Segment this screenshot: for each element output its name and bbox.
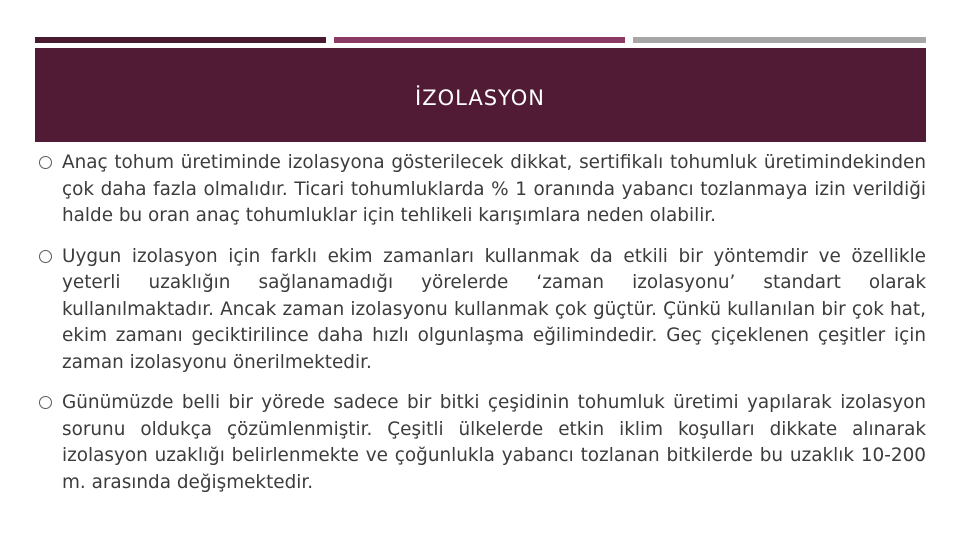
bullet-text: Anaç tohum üretiminde izolasyona gösterilecek dikkat, sertifikalı tohumluk üretimindekinden çok daha fazla olmalıdır. Ticari tohumluklarda % 1 oranında yabancı tozlanmaya izin verildiği halde bu oran anaç tohumluklar için tehlikeli karışımlara neden olabilir.: [62, 152, 926, 226]
accent-bar-dark: [35, 37, 326, 43]
accent-bar-mid: [334, 37, 625, 43]
bullet-item: [35, 244, 926, 377]
bullet-text: Günümüzde belli bir yörede sadece bir bitki çeşidinin tohumluk üretimi yapılarak izolasyon sorunu oldukça çözümlenmiştir. Çeşitli ülkelerde etkin iklim koşulları dikkate alınarak izolasyon uzaklığı belirlenmekte ve çoğunlukla yabancı tozlanan bitkilerde bu uzaklık 10-200 m. arasında değişmektedir.: [62, 392, 926, 493]
circle-bullet-icon: [39, 396, 52, 409]
slide-title: İZOLASYON: [415, 86, 545, 110]
accent-bar-gray: [633, 37, 926, 43]
bullet-text: Uygun izolasyon için farklı ekim zamanları kullanmak da etkili bir yöntemdir ve özellikle yeterli uzaklığın sağlanamadığı yörelerde ‘zaman izolasyonu’ standart olarak kullanılmaktadır. Ancak zaman izolasyonu kullanmak çok güçtür. Çünkü kullanılan bir çok hat, ekim zamanı geciktirilince daha hızlı olgunlaşma eğilimindedir. Geç çiçeklenen çeşitler için zaman izolasyonu önerilmektedir.: [62, 245, 926, 373]
circle-bullet-icon: [39, 156, 52, 169]
bullet-item: [35, 390, 926, 496]
circle-bullet-icon: [39, 250, 52, 263]
bullet-item: [35, 150, 926, 230]
bullet-list: [35, 150, 926, 510]
